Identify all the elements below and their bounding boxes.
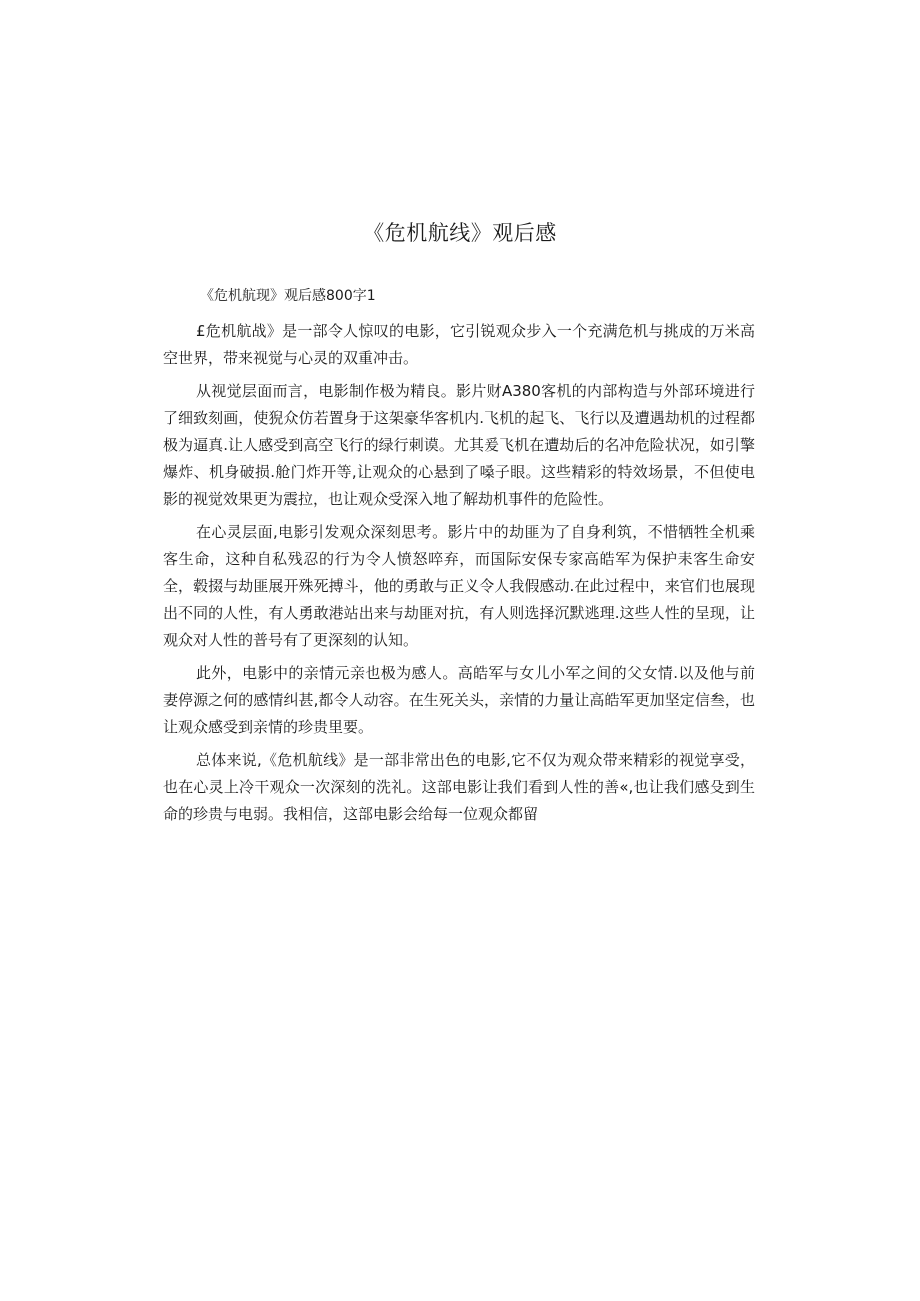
paragraph-1: £危机航战》是一部令人惊叹的电影，它引锐观众步入一个充满危机与挑成的万米高空世界，带来视觉与心灵的双重冲击。 — [163, 322, 755, 367]
article-body — [163, 318, 755, 834]
page-title: 《危机航线》观后感 — [363, 221, 557, 245]
paragraph-5: 总体来说,《危机航线》是一部非常出色的电影,它不仅为观众带来精彩的视觉享受，也在心灵上冷干观众一次深刻的洗礼。这部电影让我们看到人性的善«,也让我们感殳到生命的珍贵与电弱。我相信，这部电影会给每一位观众都留 — [163, 751, 755, 823]
paragraph-2: 从视觉层面而言，电影制作极为精良。影片财A380客机的内部构造与外部环境进行了细致刻画，使猊众仿若置身于这架豪华客机内.飞机的起飞、飞行以及遭遇劫机的过程都极为逼真.让人感受到高空飞行的绿行刺谟。尤其爰飞机在遭劫后的名冲危险状况，如引擎爆炸、机身破损.舱门炸开等,让观众的心悬到了嗓子眼。这些精彩的特效场景，不但使电影的视觉效果更为震拉，也让观众受深入地了解劫机事件的危险性。 — [163, 382, 755, 508]
paragraph-4: 此外，电影中的亲情元亲也极为感人。高皓军与女儿小军之间的父女情.以及他与前妻停源之何的感情纠甚,都令人动容。在生死关头，亲情的力量让高皓军更加坚定信叁，也让观众感受到亲情的珍贵里要。 — [163, 664, 755, 736]
paragraph-3: 在心灵层面,电影引发观众深刻思考。影片中的劫匪为了自身利筑，不惜牺牲全机乘客生命，这种自私残忍的行为令人愤怒啐弃，而国际安保专家高皓军为保护耒客生命安全，毂掇与劫匪展开殊死搏斗，他的勇敢与正义令人我假感动.在此过程中，来官们也展现出不同的人性，有人勇敢港站出来与劫匪对抗，有人则选择沉默逃理.这些人性的呈现，让观众对人性的普号有了更深刻的认知。 — [163, 523, 755, 649]
document-subtitle: 《危机航现》观后感800字1 — [200, 288, 376, 304]
